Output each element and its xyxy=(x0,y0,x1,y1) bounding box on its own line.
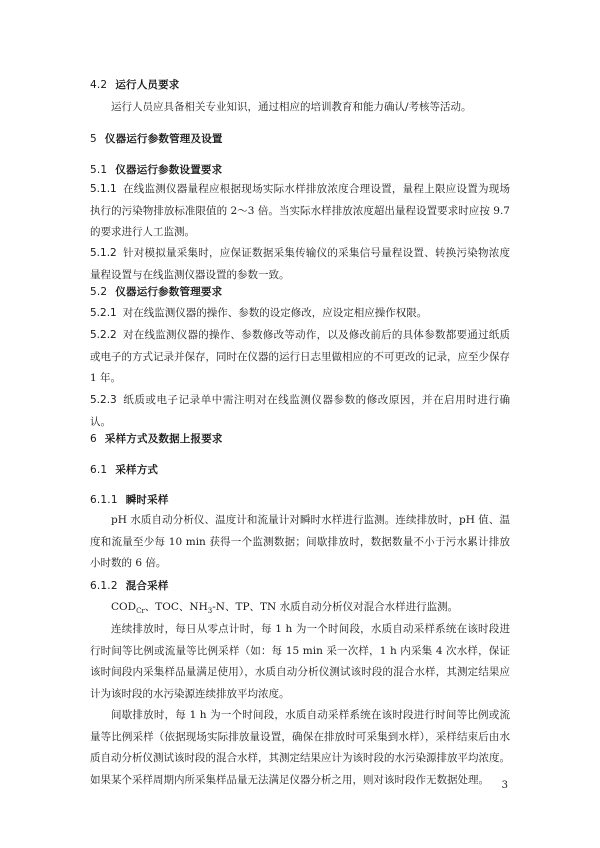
paragraph-5-1-1: 5.1.1 在线监测仪器量程应根据现场实际水样排放浓度合理设置，量程上限应设置为现场执行的污染物排放标准限值的 2～3 倍。当实际水样排放浓度超出量程设置要求时应按 9.7 的要求进行人工监测。 xyxy=(90,183,510,238)
section-heading-6-1: 6.1 采样方式 xyxy=(90,464,159,476)
section-heading-5: 5 仪器运行参数管理及设置 xyxy=(90,133,223,145)
page-number: 3 xyxy=(501,780,508,791)
section-heading-6-1-2: 6.1.2 混合采样 xyxy=(90,580,169,592)
section-heading-5-1: 5.1 仪器运行参数设置要求 xyxy=(90,164,223,176)
section-heading-6-1-1: 6.1.1 瞬时采样 xyxy=(90,494,169,506)
paragraph-6-1-2-intermittent: 间歇排放时，每 1 h 为一个时间段，水质自动采样系统在该时段进行时间等比例或流量等比例采样（依据现场实际排放量设置，确保在排放时可采集到水样），采样结束后由水质自动分析仪测试该时段的混合水样，其测定结果应计为该时段的水污染源排放平均浓度。如果某个采样周期内所采集样品量无法满足仪器分析之用，则对该时段作无数据处理。 xyxy=(90,709,510,786)
paragraph-4-2: 运行人员应具备相关专业知识，通过相应的培训教育和能力确认/考核等活动。 xyxy=(111,101,472,113)
paragraph-5-2-3: 5.2.3 纸质或电子记录单中需注明对在线监测仪器参数的修改原因，并在启用时进行确认。 xyxy=(90,394,510,428)
paragraph-6-1-2-continuous: 连续排放时，每日从零点计时，每 1 h 为一个时间段，水质自动采样系统在该时段进行时间等比例或流量等比例采样（如：每 15 min 采一次样，1 h 内采集 4 次水样，保证该时间段内采集样品量满足使用），水质自动分析仪测试该时段的混合水样，其测定结果应计为该时段的水污染源连续排放平均浓度。 xyxy=(90,623,510,700)
paragraph-5-2-2: 5.2.2 对在线监测仪器的操作、参数修改等动作，以及修改前后的具体参数都要通过纸质或电子的方式记录并保存，同时在仪器的运行日志里做相应的不可更改的记录，应至少保存 1 年。 xyxy=(90,329,510,384)
paragraph-5-2-1: 5.2.1 对在线监测仪器的操作、参数的设定修改，应设定相应操作权限。 xyxy=(90,307,428,319)
section-heading-4-2: 4.2 运行人员要求 xyxy=(90,79,180,91)
paragraph-6-1-1: pH 水质自动分析仪、温度计和流量计对瞬时水样进行监测。连续排放时，pH 值、温度和流量至少每 10 min 获得一个监测数据；间歇排放时，数据数量不小于污水累计排放小时数的 6 倍。 xyxy=(90,514,510,569)
paragraph-6-1-2-analytes: $COD_{Cr}$、TOC、$NH_3-N$、TP、TN 水质自动分析仪对混合水样进行监测。 xyxy=(111,601,459,616)
section-heading-6: 6 采样方式及数据上报要求 xyxy=(90,433,223,445)
section-heading-5-2: 5.2 仪器运行参数管理要求 xyxy=(90,286,223,298)
paragraph-5-1-2: 5.1.2 针对模拟量采集时，应保证数据采集传输仪的采集信号量程设置、转换污染物浓度量程设置与在线监测仪器设置的参数一致。 xyxy=(90,247,510,281)
